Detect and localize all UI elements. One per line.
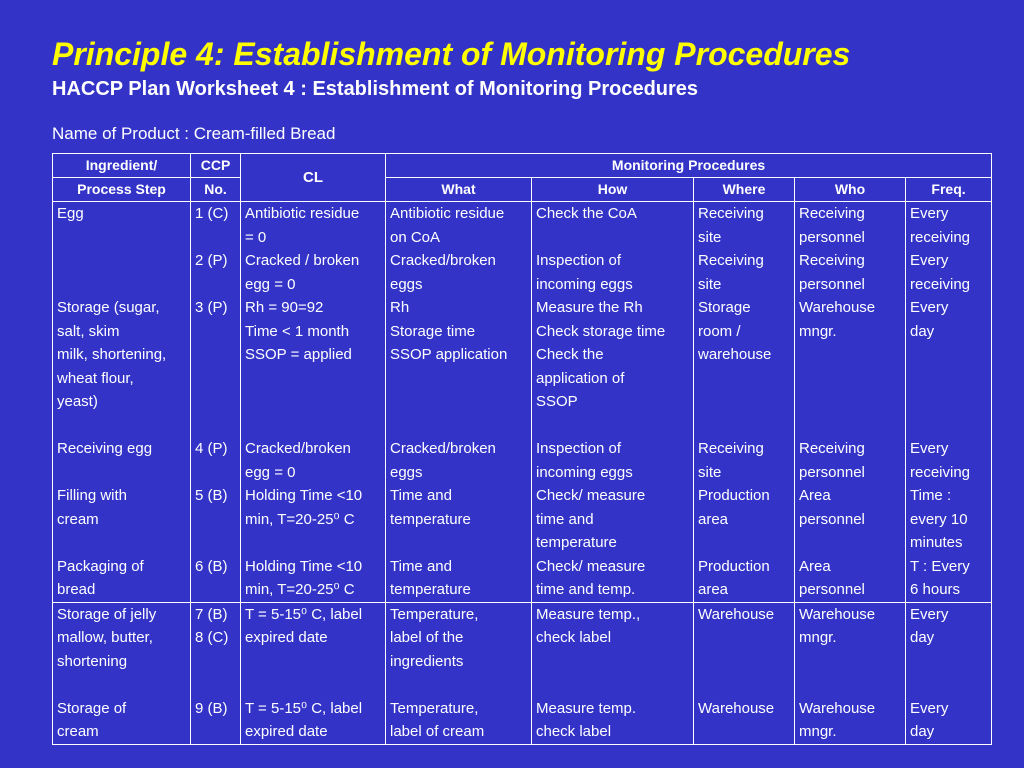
cell-line: bread: [57, 581, 96, 598]
cell-step: [53, 202, 191, 603]
cell-line: Storage time: [390, 322, 476, 340]
cell-line: [195, 650, 236, 674]
cell-line: [245, 673, 381, 697]
header-what: What: [386, 178, 532, 202]
cell-line: [536, 650, 689, 674]
header-cl: CL: [241, 154, 386, 202]
cell-line: Every: [910, 252, 949, 269]
cell-line: [245, 390, 381, 414]
cell-line: Packaging of: [57, 557, 144, 575]
cell-line: T : Every: [910, 557, 970, 575]
cell-line: Cracked/broken: [245, 440, 351, 457]
cell-line: yeast): [57, 393, 98, 410]
cell-line: [195, 367, 236, 391]
header-ccp: CCP: [191, 154, 241, 178]
cell-line: SSOP: [536, 393, 578, 410]
cell-line: cream: [57, 723, 99, 740]
cell-line: [799, 650, 901, 674]
cell-line: temperature: [390, 510, 471, 528]
cell-line: [799, 343, 901, 367]
cell-line: personnel: [799, 510, 865, 528]
cell-line: [799, 390, 901, 414]
haccp-worksheet-table: [52, 153, 992, 745]
cell-line: Production: [698, 487, 770, 504]
cell-line: Receiving: [698, 205, 764, 222]
cell-line: day: [910, 322, 935, 340]
cell-line: 2 (P): [195, 252, 228, 269]
cell-line: [799, 531, 901, 555]
cell-line: area: [698, 510, 729, 528]
cell-line: [910, 343, 987, 367]
cell-line: [698, 367, 790, 391]
header-how: How: [532, 178, 694, 202]
cell-what: [386, 602, 532, 744]
cell-line: Time and: [390, 557, 452, 575]
cell-line: T = 5-15⁰ C, label: [245, 699, 363, 717]
cell-line: [245, 650, 381, 674]
cell-line: Storage: [698, 299, 751, 316]
cell-line: area: [698, 581, 729, 598]
cell-line: [195, 531, 236, 555]
cell-line: [57, 226, 186, 250]
header-who: Who: [795, 178, 906, 202]
header-ingredient: Ingredient/: [53, 154, 191, 178]
cell-line: eggs: [390, 275, 423, 293]
cell-line: Storage (sugar,: [57, 299, 160, 316]
cell-line: Warehouse: [799, 299, 876, 316]
worksheet-subtitle: HACCP Plan Worksheet 4 : Establishment of Monitoring Procedures: [52, 78, 699, 100]
cell-line: [799, 673, 901, 697]
cell-line: [536, 226, 689, 250]
cell-line: [536, 673, 689, 697]
cell-line: Antibiotic residue: [245, 205, 360, 222]
header-row-1: [53, 154, 992, 178]
cell-line: Receiving: [799, 205, 865, 222]
cell-line: [57, 531, 186, 555]
cell-line: Area: [799, 487, 831, 504]
header-where: Where: [694, 178, 795, 202]
cell-line: [57, 673, 186, 697]
cell-line: Egg: [57, 205, 84, 222]
cell-line: [910, 673, 987, 697]
cell-line: Measure temp.: [536, 699, 637, 717]
cell-line: expired date: [245, 723, 328, 740]
cell-line: Receiving egg: [57, 440, 153, 457]
table-row: [53, 202, 992, 603]
cell-how: [532, 202, 694, 603]
cell-line: Check the: [536, 346, 604, 363]
cell-line: [910, 390, 987, 414]
cell-line: minutes: [910, 534, 963, 551]
header-row-2: [53, 178, 992, 202]
page-title: Principle 4: Establishment of Monitoring Procedures: [52, 36, 851, 72]
cell-line: wheat flour,: [57, 369, 134, 387]
cell-line: [245, 367, 381, 391]
cell-line: application of: [536, 369, 625, 387]
cell-line: personnel: [799, 463, 865, 481]
cell-line: on CoA: [390, 228, 441, 246]
cell-ccp: [191, 202, 241, 603]
cell-line: cream: [57, 510, 99, 528]
cell-line: Inspection of: [536, 252, 622, 269]
cell-line: day: [910, 723, 935, 740]
cell-line: [698, 414, 790, 438]
cell-who: [795, 602, 906, 744]
cell-line: [390, 390, 527, 414]
cell-line: = 0: [245, 228, 267, 246]
cell-line: Time < 1 month: [245, 322, 350, 340]
cell-line: 8 (C): [195, 629, 229, 646]
table-row: [53, 602, 992, 744]
cell-line: Check the CoA: [536, 205, 637, 222]
cell-line: [245, 531, 381, 555]
cell-line: time and temp.: [536, 581, 636, 598]
cell-line: Filling with: [57, 487, 128, 504]
cell-line: [390, 367, 527, 391]
cell-line: Check storage time: [536, 322, 666, 340]
cell-line: Area: [799, 557, 831, 575]
cell-line: [799, 367, 901, 391]
cell-ccp: [191, 602, 241, 744]
cell-line: Time and: [390, 487, 452, 504]
cell-line: temperature: [536, 534, 617, 551]
cell-line: [195, 390, 236, 414]
cell-line: min, T=20-25⁰ C: [245, 581, 355, 598]
cell-line: [195, 461, 236, 485]
cell-line: [195, 414, 236, 438]
cell-line: personnel: [799, 228, 865, 246]
cell-how: [532, 602, 694, 744]
cell-line: [698, 650, 790, 674]
cell-line: incoming eggs: [536, 463, 633, 481]
cell-line: site: [698, 275, 722, 293]
cell-cl: [241, 602, 386, 744]
cell-line: [195, 578, 236, 602]
cell-line: [799, 414, 901, 438]
cell-line: [245, 414, 381, 438]
cell-line: label of cream: [390, 723, 485, 740]
cell-line: time and: [536, 510, 594, 528]
cell-line: eggs: [390, 463, 423, 481]
product-name: Name of Product : Cream-filled Bread: [52, 124, 336, 143]
cell-line: Production: [698, 557, 770, 575]
cell-line: [698, 626, 790, 650]
cell-line: Rh: [390, 299, 410, 316]
cell-line: Check/ measure: [536, 557, 646, 575]
cell-line: Cracked/broken: [390, 252, 496, 269]
cell-line: milk, shortening,: [57, 346, 167, 363]
cell-line: Cracked / broken: [245, 252, 360, 269]
header-ccp-no: No.: [191, 178, 241, 202]
cell-line: salt, skim: [57, 322, 120, 340]
cell-line: Every: [910, 699, 949, 717]
cell-line: Receiving: [698, 440, 764, 457]
cell-line: [910, 367, 987, 391]
cell-line: Temperature,: [390, 605, 479, 623]
cell-line: Warehouse: [799, 605, 876, 623]
cell-line: Storage of: [57, 699, 127, 717]
cell-line: min, T=20-25⁰ C: [245, 510, 355, 528]
cell-line: Warehouse: [698, 699, 775, 717]
cell-line: receiving: [910, 275, 971, 293]
cell-line: 3 (P): [195, 299, 228, 316]
cell-what: [386, 202, 532, 603]
cell-line: personnel: [799, 275, 865, 293]
cell-line: [195, 320, 236, 344]
cell-line: [195, 226, 236, 250]
cell-line: [910, 414, 987, 438]
cell-line: ingredients: [390, 652, 464, 670]
cell-who: [795, 202, 906, 603]
cell-cl: [241, 202, 386, 603]
cell-line: shortening: [57, 652, 128, 670]
cell-line: room /: [698, 322, 741, 340]
cell-line: [698, 531, 790, 555]
cell-line: [57, 461, 186, 485]
cell-line: Cracked/broken: [390, 440, 496, 457]
cell-line: Storage of jelly: [57, 605, 157, 623]
cell-line: egg = 0: [245, 275, 296, 293]
cell-line: receiving: [910, 228, 971, 246]
cell-line: Holding Time <10: [245, 487, 363, 504]
cell-where: [694, 602, 795, 744]
header-process-step: Process Step: [53, 178, 191, 202]
cell-line: check label: [536, 629, 612, 646]
cell-where: [694, 202, 795, 603]
cell-line: Receiving: [698, 252, 764, 269]
cell-line: [195, 508, 236, 532]
cell-line: expired date: [245, 629, 328, 646]
cell-line: [390, 531, 527, 555]
cell-line: [536, 414, 689, 438]
cell-line: Temperature,: [390, 699, 479, 717]
cell-line: 7 (B): [195, 605, 228, 623]
cell-line: 5 (B): [195, 487, 228, 504]
cell-line: incoming eggs: [536, 275, 633, 293]
cell-line: [910, 650, 987, 674]
cell-line: every 10: [910, 510, 968, 528]
cell-line: label of the: [390, 629, 464, 646]
cell-line: [698, 720, 790, 744]
cell-line: check label: [536, 723, 612, 740]
cell-line: Measure temp.,: [536, 605, 641, 623]
cell-step: [53, 602, 191, 744]
cell-line: [698, 673, 790, 697]
cell-line: warehouse: [698, 346, 772, 363]
cell-line: Receiving: [799, 252, 865, 269]
cell-line: Warehouse: [799, 699, 876, 717]
cell-line: mngr.: [799, 322, 837, 340]
cell-line: Inspection of: [536, 440, 622, 457]
cell-line: [195, 720, 236, 744]
cell-line: 4 (P): [195, 440, 228, 457]
cell-line: 9 (B): [195, 699, 228, 717]
cell-line: Time :: [910, 487, 952, 504]
cell-line: personnel: [799, 581, 865, 598]
cell-line: mallow, butter,: [57, 629, 153, 646]
cell-line: [390, 673, 527, 697]
cell-line: [57, 414, 186, 438]
cell-line: [390, 414, 527, 438]
cell-line: temperature: [390, 581, 471, 598]
cell-line: Every: [910, 605, 949, 623]
cell-line: 6 hours: [910, 581, 961, 598]
cell-line: SSOP = applied: [245, 346, 352, 363]
cell-line: site: [698, 228, 722, 246]
cell-line: mngr.: [799, 629, 837, 646]
cell-freq: [906, 602, 992, 744]
cell-line: Every: [910, 299, 949, 316]
cell-line: Rh = 90=92: [245, 299, 324, 316]
cell-line: day: [910, 629, 935, 646]
cell-line: Every: [910, 440, 949, 457]
cell-line: Receiving: [799, 440, 865, 457]
cell-line: [57, 249, 186, 273]
cell-line: [195, 343, 236, 367]
cell-line: [195, 273, 236, 297]
cell-line: Antibiotic residue: [390, 205, 505, 222]
cell-line: egg = 0: [245, 463, 296, 481]
cell-line: Measure the Rh: [536, 299, 643, 316]
cell-line: receiving: [910, 463, 971, 481]
cell-line: [698, 390, 790, 414]
cell-line: Warehouse: [698, 605, 775, 623]
cell-line: [57, 273, 186, 297]
header-monitoring-procedures: Monitoring Procedures: [386, 154, 992, 178]
cell-line: Every: [910, 205, 949, 222]
header-freq: Freq.: [906, 178, 992, 202]
cell-line: 6 (B): [195, 557, 228, 575]
cell-line: site: [698, 463, 722, 481]
cell-line: Holding Time <10: [245, 557, 363, 575]
cell-line: T = 5-15⁰ C, label: [245, 605, 363, 623]
cell-line: Check/ measure: [536, 487, 646, 504]
cell-line: 1 (C): [195, 205, 229, 222]
cell-line: SSOP application: [390, 346, 508, 363]
cell-line: [195, 673, 236, 697]
cell-line: mngr.: [799, 723, 837, 740]
cell-freq: [906, 202, 992, 603]
